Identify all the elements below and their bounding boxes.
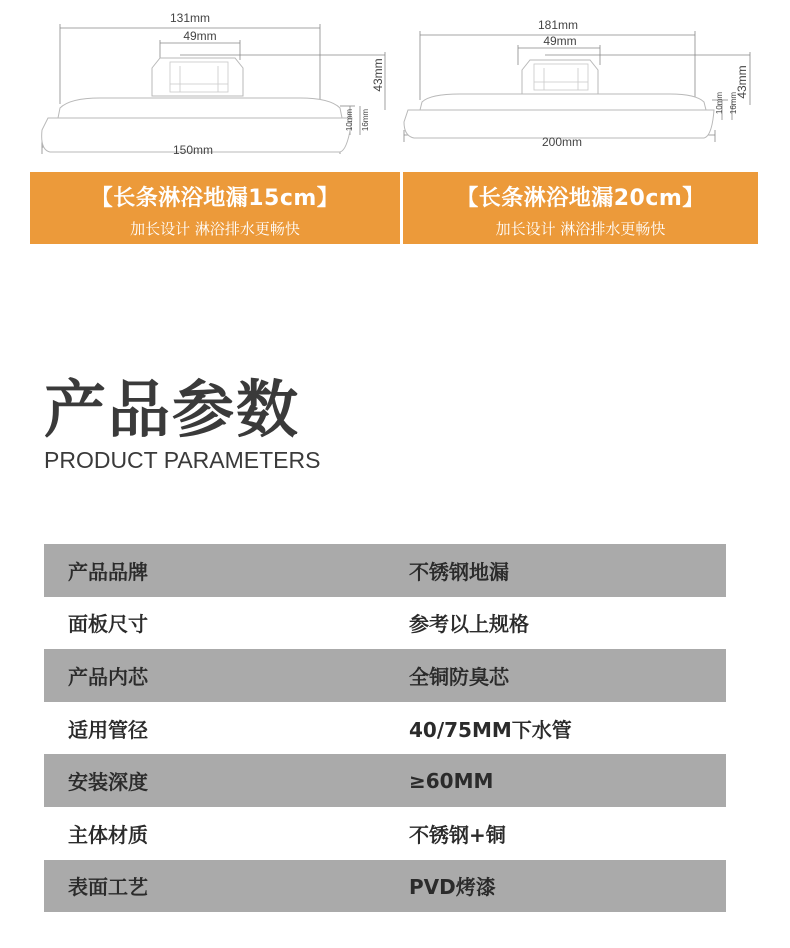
param-key: 表面工艺 xyxy=(68,875,148,900)
dim-base-width: 150mm xyxy=(172,143,214,157)
table-row xyxy=(44,649,726,702)
param-key: 适用管径 xyxy=(68,717,148,742)
section-title: 产品参数 xyxy=(44,373,301,446)
dim-top-width: 131mm xyxy=(169,11,211,25)
dim-core-width: 49mm xyxy=(183,29,217,43)
banner-subtitle: 加长设计 淋浴排水更畅快 xyxy=(130,220,300,238)
table-row xyxy=(44,860,726,913)
section-subtitle: PRODUCT PARAMETERS xyxy=(44,447,321,473)
dim-side-a: 10mm xyxy=(345,108,354,132)
drain-drawing-20cm xyxy=(400,0,770,170)
dim-top-width: 181mm xyxy=(537,18,579,32)
dim-height: 43mm xyxy=(371,58,385,92)
param-key: 产品品牌 xyxy=(68,559,148,584)
dim-height: 43mm xyxy=(735,65,749,99)
table-row xyxy=(44,754,726,807)
param-key: 安装深度 xyxy=(68,770,148,795)
param-value: ≥60MM xyxy=(409,768,494,793)
parameter-table xyxy=(44,544,726,912)
table-row xyxy=(44,597,726,650)
param-value: 不锈钢+铜 xyxy=(409,822,506,847)
param-value: PVD烤漆 xyxy=(409,875,496,900)
dim-core-width: 49mm xyxy=(543,34,577,48)
param-key: 主体材质 xyxy=(68,822,148,847)
banner-title: 【长条淋浴地漏20cm】 xyxy=(456,186,705,211)
dim-side-b: 16mm xyxy=(361,108,370,132)
dim-side-a: 10mm xyxy=(715,91,724,115)
banner-15cm xyxy=(30,172,400,244)
dim-side-b: 16mm xyxy=(729,91,738,115)
table-row xyxy=(44,807,726,860)
param-value: 全铜防臭芯 xyxy=(409,664,509,689)
param-value: 不锈钢地漏 xyxy=(409,559,509,584)
table-row xyxy=(44,544,726,597)
banner-subtitle: 加长设计 淋浴排水更畅快 xyxy=(495,220,666,238)
banner-20cm xyxy=(403,172,758,244)
table-row xyxy=(44,702,726,755)
param-value: 参考以上规格 xyxy=(409,612,529,637)
drain-drawing-15cm xyxy=(30,0,400,170)
param-key: 面板尺寸 xyxy=(68,612,148,637)
banner-title: 【长条淋浴地漏15cm】 xyxy=(90,186,340,211)
param-key: 产品内芯 xyxy=(68,664,148,689)
param-value: 40/75MM下水管 xyxy=(409,717,572,742)
dim-base-width: 200mm xyxy=(541,135,583,149)
